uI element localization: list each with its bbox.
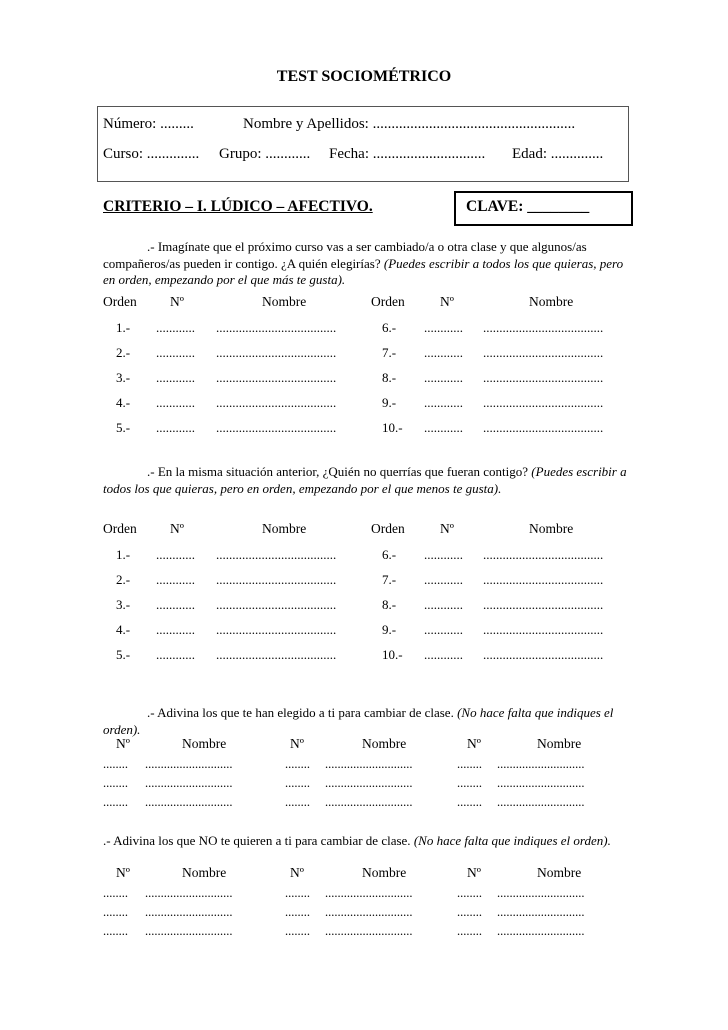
section1-prompt: .- Imagínate que el próximo curso vas a ser cambiado/a o otra clase y que algunos/as compañeros/as pueden ir contigo. ¿A quién elegirías? <box>103 239 587 271</box>
num-blank[interactable]: ............ <box>156 622 195 637</box>
numero-field[interactable]: Número: ......... <box>103 116 194 132</box>
num-blank[interactable]: ............ <box>156 572 195 587</box>
section4-prompt: .- Adivina los que NO te quieren a ti para cambiar de clase. <box>103 833 411 848</box>
order-number: 1.- <box>116 547 131 562</box>
table-row <box>0 370 728 388</box>
name-blank[interactable]: ............................ <box>325 776 413 790</box>
order-number: 4.- <box>116 622 131 637</box>
table-row <box>0 886 728 904</box>
num-blank[interactable]: ............ <box>424 420 463 435</box>
name-blank[interactable]: ..................................... <box>216 647 337 662</box>
num-header: Nº <box>116 865 130 880</box>
name-blank[interactable]: ..................................... <box>483 420 604 435</box>
section1-question <box>103 239 627 289</box>
name-blank[interactable]: ............................ <box>325 924 413 938</box>
section3-prompt: .- Adivina los que te han elegido a ti para cambiar de clase. <box>147 705 454 720</box>
curso-field[interactable]: Curso: .............. <box>103 146 200 162</box>
orden-header: Orden <box>371 294 405 309</box>
nombre-header: Nombre <box>537 736 582 751</box>
order-number: 4.- <box>116 395 131 410</box>
num-blank[interactable]: ........ <box>457 905 482 919</box>
section2-note: (Puedes escribir a todos los que quieras, pero en orden, empezando por el que menos te gusta). <box>103 464 627 496</box>
num-header: Nº <box>467 736 481 751</box>
num-blank[interactable]: ............ <box>424 345 463 360</box>
nombre-header: Nombre <box>182 736 227 751</box>
name-blank[interactable]: ..................................... <box>216 345 337 360</box>
num-blank[interactable]: ............ <box>424 622 463 637</box>
name-blank[interactable]: ............................ <box>325 886 413 900</box>
name-blank[interactable]: ..................................... <box>483 320 604 335</box>
num-header: Nº <box>290 865 304 880</box>
num-blank[interactable]: ........ <box>103 886 128 900</box>
order-number: 3.- <box>116 370 131 385</box>
order-number: 6.- <box>382 547 397 562</box>
name-blank[interactable]: ..................................... <box>483 647 604 662</box>
name-blank[interactable]: ..................................... <box>216 572 337 587</box>
name-blank[interactable]: ..................................... <box>483 395 604 410</box>
table-header <box>0 521 728 539</box>
section2-prompt: .- En la misma situación anterior, ¿Quién no querrías que fueran contigo? <box>147 464 529 479</box>
table-header <box>0 294 728 312</box>
orden-header: Orden <box>103 294 137 309</box>
name-blank[interactable]: ..................................... <box>483 547 604 562</box>
table-row <box>0 597 728 615</box>
table-row <box>0 320 728 338</box>
num-blank[interactable]: ............ <box>156 647 195 662</box>
table-row <box>0 795 728 813</box>
num-blank[interactable]: ........ <box>457 924 482 938</box>
num-blank[interactable]: ............ <box>156 395 195 410</box>
edad-field[interactable]: Edad: .............. <box>512 146 604 162</box>
name-blank[interactable]: ............................ <box>145 757 233 771</box>
table-row <box>0 420 728 438</box>
section3-note: (No hace falta que indiques el orden). <box>103 705 614 737</box>
num-blank[interactable]: ........ <box>457 757 482 771</box>
num-blank[interactable]: ............ <box>424 547 463 562</box>
table-header <box>0 736 728 754</box>
section4-note: (No hace falta que indiques el orden). <box>413 833 611 848</box>
nombre-header: Nombre <box>262 521 307 536</box>
name-blank[interactable]: ..................................... <box>483 345 604 360</box>
order-number: 3.- <box>116 597 131 612</box>
section2-question <box>103 464 627 497</box>
num-blank[interactable]: ............ <box>424 647 463 662</box>
order-number: 9.- <box>382 395 397 410</box>
num-blank[interactable]: ........ <box>103 757 128 771</box>
num-blank[interactable]: ........ <box>285 776 310 790</box>
num-blank[interactable]: ........ <box>103 776 128 790</box>
num-blank[interactable]: ........ <box>285 905 310 919</box>
num-blank[interactable]: ........ <box>285 795 310 809</box>
name-blank[interactable]: ............................ <box>325 905 413 919</box>
num-header: Nº <box>116 736 130 751</box>
name-blank[interactable]: ..................................... <box>216 370 337 385</box>
table-header <box>0 865 728 883</box>
num-header: Nº <box>440 294 454 309</box>
table-row <box>0 345 728 363</box>
table-row <box>0 776 728 794</box>
name-blank[interactable]: ............................ <box>497 776 585 790</box>
num-blank[interactable]: ........ <box>103 924 128 938</box>
grupo-field[interactable]: Grupo: ............ <box>219 146 311 162</box>
num-blank[interactable]: ............ <box>156 320 195 335</box>
order-number: 8.- <box>382 597 397 612</box>
num-blank[interactable]: ............ <box>156 370 195 385</box>
name-blank[interactable]: ............................ <box>497 905 585 919</box>
order-number: 8.- <box>382 370 397 385</box>
name-blank[interactable]: ............................ <box>145 776 233 790</box>
num-blank[interactable]: ............ <box>424 370 463 385</box>
name-blank[interactable]: ............................ <box>325 757 413 771</box>
name-blank[interactable]: ............................ <box>145 905 233 919</box>
num-blank[interactable]: ............ <box>424 572 463 587</box>
name-blank[interactable]: ............................ <box>497 757 585 771</box>
order-number: 5.- <box>116 420 131 435</box>
name-blank[interactable]: ............................ <box>145 886 233 900</box>
name-blank[interactable]: ............................ <box>145 795 233 809</box>
name-blank[interactable]: ..................................... <box>483 370 604 385</box>
num-blank[interactable]: ........ <box>103 795 128 809</box>
nombre-header: Nombre <box>537 865 582 880</box>
order-number: 5.- <box>116 647 131 662</box>
name-blank[interactable]: ............................ <box>325 795 413 809</box>
name-blank[interactable]: ..................................... <box>216 395 337 410</box>
num-blank[interactable]: ............ <box>424 597 463 612</box>
name-blank[interactable]: ..................................... <box>483 597 604 612</box>
num-blank[interactable]: ............ <box>156 420 195 435</box>
page-title: TEST SOCIOMÉTRICO <box>276 68 452 85</box>
num-blank[interactable]: ........ <box>457 795 482 809</box>
name-blank[interactable]: ..................................... <box>483 622 604 637</box>
nombre-header: Nombre <box>182 865 227 880</box>
nombre-header: Nombre <box>529 294 574 309</box>
num-header: Nº <box>440 521 454 536</box>
fecha-field[interactable]: Fecha: .............................. <box>329 146 486 162</box>
table-row <box>0 647 728 665</box>
num-blank[interactable]: ........ <box>285 924 310 938</box>
section1-note: (Puedes escribir a todos los que quieras, pero en orden, empezando por el que más te gusta). <box>103 255 624 287</box>
orden-header: Orden <box>371 521 405 536</box>
table-row <box>0 924 728 942</box>
num-blank[interactable]: ........ <box>457 776 482 790</box>
nombre-field[interactable]: Nombre y Apellidos: ...................................................... <box>243 116 576 132</box>
nombre-header: Nombre <box>529 521 574 536</box>
nombre-header: Nombre <box>262 294 307 309</box>
num-blank[interactable]: ........ <box>457 886 482 900</box>
name-blank[interactable]: ..................................... <box>216 547 337 562</box>
name-blank[interactable]: ............................ <box>145 924 233 938</box>
order-number: 7.- <box>382 345 397 360</box>
order-number: 2.- <box>116 572 131 587</box>
section3-question <box>103 705 627 738</box>
order-number: 1.- <box>116 320 131 335</box>
nombre-header: Nombre <box>362 736 407 751</box>
orden-header: Orden <box>103 521 137 536</box>
nombre-header: Nombre <box>362 865 407 880</box>
order-number: 2.- <box>116 345 131 360</box>
name-blank[interactable]: ..................................... <box>483 572 604 587</box>
table-row <box>0 905 728 923</box>
num-blank[interactable]: ........ <box>285 757 310 771</box>
name-blank[interactable]: ............................ <box>497 924 585 938</box>
name-blank[interactable]: ............................ <box>497 795 585 809</box>
num-blank[interactable]: ........ <box>285 886 310 900</box>
num-header: Nº <box>290 736 304 751</box>
order-number: 6.- <box>382 320 397 335</box>
table-row <box>0 622 728 640</box>
num-header: Nº <box>170 294 184 309</box>
name-blank[interactable]: ..................................... <box>216 622 337 637</box>
section4-question <box>103 833 627 850</box>
order-number: 10.- <box>382 647 403 662</box>
num-blank[interactable]: ............ <box>156 345 195 360</box>
name-blank[interactable]: ............................ <box>497 886 585 900</box>
name-blank[interactable]: ..................................... <box>216 420 337 435</box>
num-blank[interactable]: ............ <box>424 320 463 335</box>
name-blank[interactable]: ..................................... <box>216 320 337 335</box>
num-blank[interactable]: ............ <box>156 547 195 562</box>
order-number: 7.- <box>382 572 397 587</box>
num-header: Nº <box>170 521 184 536</box>
table-row <box>0 395 728 413</box>
clave-field[interactable]: CLAVE: ________ <box>466 198 590 215</box>
name-blank[interactable]: ..................................... <box>216 597 337 612</box>
table-row <box>0 757 728 775</box>
num-blank[interactable]: ........ <box>103 905 128 919</box>
table-row <box>0 572 728 590</box>
num-blank[interactable]: ............ <box>156 597 195 612</box>
order-number: 10.- <box>382 420 403 435</box>
order-number: 9.- <box>382 622 397 637</box>
criterio-heading: CRITERIO – I. LÚDICO – AFECTIVO. <box>103 198 373 215</box>
table-row <box>0 547 728 565</box>
num-blank[interactable]: ............ <box>424 395 463 410</box>
num-header: Nº <box>467 865 481 880</box>
